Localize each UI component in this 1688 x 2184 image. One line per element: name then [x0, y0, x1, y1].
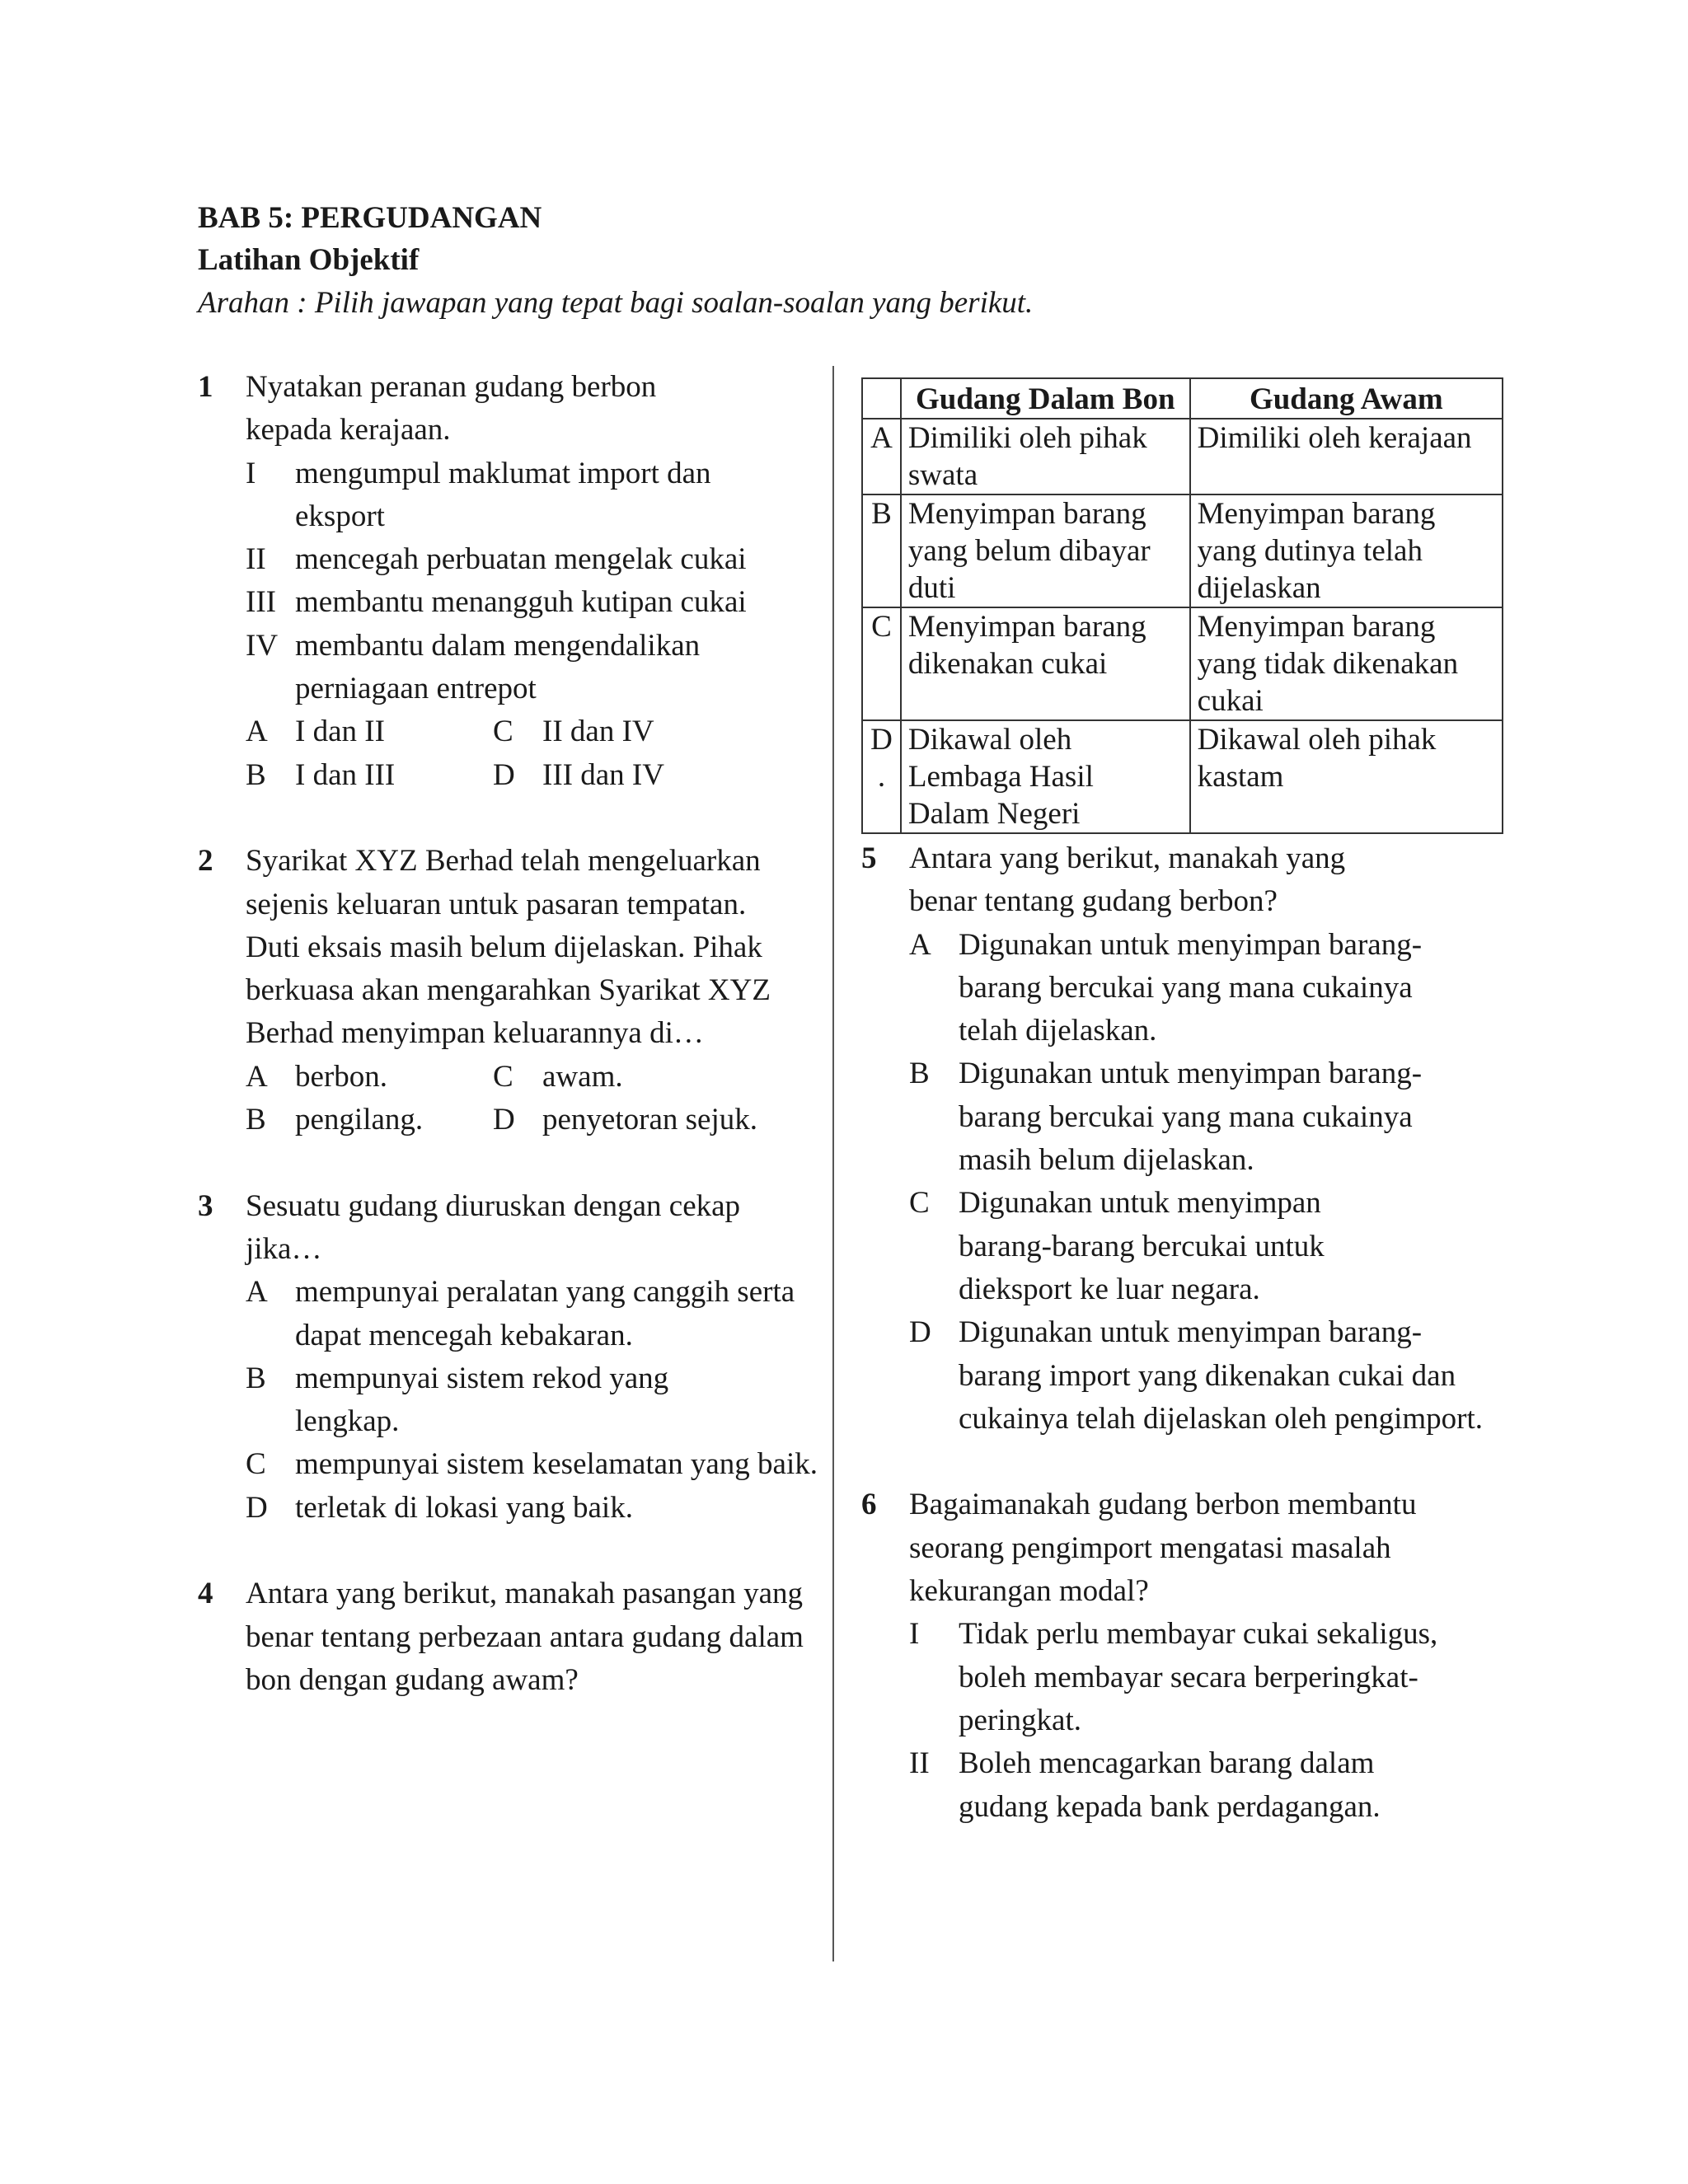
row-label: D . [862, 720, 901, 833]
column-divider [832, 366, 834, 1961]
statement-text: Tidak perlu membayar cukai sekaligus, boleh membayar secara berperingkat-peringkat. [959, 1617, 1438, 1737]
option-text: III dan IV [542, 757, 664, 792]
option-text: I dan II [295, 715, 385, 749]
question-text: Nyatakan peranan gudang berbon kepada kerajaan. [246, 370, 657, 448]
option-text: mempunyai sistem keselamatan yang baik. [295, 1447, 818, 1482]
question-4 [198, 1572, 808, 1702]
statement-text: Boleh mencagarkan barang dalam gudang kepada bank perdagangan. [959, 1746, 1381, 1824]
table-cell: Menyimpan barang yang belum dibayar duti [901, 494, 1190, 607]
option-label: C [246, 1447, 266, 1482]
table-row[interactable] [862, 419, 1503, 494]
question-text: Syarikat XYZ Berhad telah mengeluarkan sejenis keluaran untuk pasaran tempatan. Duti eksais masih belum dijelaskan. Pihak berkuasa akan mengarahkan Syarikat XYZ Berhad menyimpan keluarannya di… [246, 844, 771, 1051]
option-label: B [246, 757, 266, 792]
comparison-table [861, 377, 1503, 834]
option-label: A [246, 715, 268, 749]
answer-option[interactable] [246, 754, 493, 797]
table-row[interactable] [862, 720, 1503, 833]
statement-text: mengumpul maklumat import dan eksport [295, 456, 711, 533]
row-label: C [862, 607, 901, 720]
table-cell: Dimiliki oleh kerajaan [1190, 419, 1503, 494]
answer-options [246, 1056, 808, 1142]
answer-option[interactable] [493, 1056, 839, 1099]
table-cell: Menyimpan barang yang tidak dikenakan cukai [1190, 607, 1503, 720]
option-text: Digunakan untuk menyimpan barang-barang import yang dikenakan cukai dan cukainya telah dijelaskan oleh pengimport. [959, 1315, 1483, 1436]
answer-option[interactable] [246, 1099, 493, 1141]
statement-text: mencegah perbuatan mengelak cukai [295, 542, 747, 577]
table-cell: Dimiliki oleh pihak swata [901, 419, 1190, 494]
question-text: Sesuatu gudang diuruskan dengan cekap jika… [246, 1188, 741, 1266]
answer-option[interactable] [493, 710, 839, 753]
column-header: Gudang Dalam Bon [901, 378, 1190, 419]
answer-option[interactable] [246, 1487, 808, 1530]
option-text: pengilang. [295, 1103, 424, 1137]
question-number: 4 [198, 1577, 213, 1611]
answer-option[interactable] [493, 754, 839, 797]
option-text: berbon. [295, 1059, 387, 1094]
question-number: 2 [198, 844, 213, 879]
option-label: A [909, 927, 931, 962]
answer-option[interactable] [246, 1443, 831, 1486]
question-3 [198, 1185, 818, 1530]
option-label: C [493, 715, 513, 749]
option-label: D [493, 757, 515, 792]
answer-option[interactable] [493, 1099, 839, 1141]
answer-options [246, 710, 808, 797]
statement-text: membantu menangguh kutipan cukai [295, 585, 747, 620]
statement-label: II [909, 1746, 930, 1781]
option-text: Digunakan untuk menyimpan barang-barang bercukai yang mana cukainya masih belum dijelaskan. [959, 1057, 1423, 1178]
statement-item [246, 538, 808, 581]
left-column [198, 366, 818, 1702]
answer-option[interactable] [909, 924, 1470, 1053]
answer-option[interactable] [909, 1311, 1486, 1441]
question-2 [198, 840, 808, 1141]
statement-label: III [246, 585, 276, 620]
option-text: mempunyai peralatan yang canggih serta dapat mencegah kebakaran. [295, 1275, 795, 1352]
table-row[interactable] [862, 494, 1503, 607]
question-text: Bagaimanakah gudang berbon membantu seorang pengimport mengatasi masalah kekurangan modal? [909, 1488, 1417, 1609]
option-text: Digunakan untuk menyimpan barang-barang bercukai yang mana cukainya telah dijelaskan. [959, 927, 1423, 1048]
table-corner-cell [862, 378, 901, 419]
table-header-row [862, 378, 1503, 419]
option-label: B [909, 1057, 930, 1091]
option-label: C [909, 1186, 930, 1221]
question-5 [861, 837, 1504, 1441]
question-number: 1 [198, 370, 213, 404]
column-header: Gudang Awam [1190, 378, 1503, 419]
option-text: mempunyai sistem rekod yang lengkap. [295, 1361, 669, 1439]
option-label: A [246, 1275, 268, 1310]
answer-option[interactable] [246, 1271, 806, 1357]
question-number: 3 [198, 1188, 213, 1223]
statement-label: I [246, 456, 256, 490]
statement-label: II [246, 542, 266, 577]
section-subtitle: Latihan Objektif [198, 243, 420, 277]
statement-text: membantu dalam mengendalikan perniagaan entrepot [295, 628, 701, 706]
question-6 [861, 1483, 1504, 1828]
row-label: A [862, 419, 901, 494]
option-text: awam. [542, 1059, 623, 1094]
row-label: B [862, 494, 901, 607]
answer-option[interactable] [246, 710, 493, 753]
question-text: Antara yang berikut, manakah pasangan yang benar tentang perbezaan antara gudang dalam bon dengan gudang awam? [246, 1577, 804, 1697]
option-label: C [493, 1059, 513, 1094]
chapter-title: BAB 5: PERGUDANGAN [198, 201, 542, 235]
answer-option[interactable] [909, 1182, 1420, 1311]
page-header [198, 198, 1517, 325]
table-row[interactable] [862, 607, 1503, 720]
statement-item [246, 581, 808, 624]
table-cell: Dikawal oleh pihak kastam [1190, 720, 1503, 833]
question-number: 6 [861, 1488, 877, 1522]
option-text: penyetoran sejuk. [542, 1103, 757, 1137]
statement-item [246, 625, 808, 711]
option-label: D [493, 1103, 515, 1137]
question-1 [198, 366, 808, 797]
statement-label: IV [246, 628, 279, 663]
instruction-text: Arahan : Pilih jawapan yang tepat bagi soalan-soalan yang berikut. [198, 286, 1034, 320]
table-cell: Menyimpan barang yang dutinya telah dijelaskan [1190, 494, 1503, 607]
answer-option[interactable] [909, 1052, 1470, 1182]
question-text: Antara yang berikut, manakah yang benar tentang gudang berbon? [909, 841, 1346, 919]
statement-label: I [909, 1617, 920, 1652]
table-cell: Dikawal oleh Lembaga Hasil Dalam Negeri [901, 720, 1190, 833]
option-text: I dan III [295, 757, 396, 792]
option-label: D [246, 1490, 268, 1525]
option-label: D [909, 1315, 931, 1350]
statement-item [909, 1613, 1470, 1742]
option-text: Digunakan untuk menyimpan barang-barang bercukai untuk dieksport ke luar negara. [959, 1186, 1325, 1306]
option-text: II dan IV [542, 715, 654, 749]
statement-item [909, 1742, 1470, 1829]
question-number: 5 [861, 841, 877, 875]
option-label: A [246, 1059, 268, 1094]
option-label: B [246, 1103, 266, 1137]
option-text: terletak di lokasi yang baik. [295, 1490, 633, 1525]
table-cell: Menyimpan barang dikenakan cukai [901, 607, 1190, 720]
answer-option[interactable] [246, 1056, 493, 1099]
right-column [861, 377, 1504, 1829]
answer-option[interactable] [246, 1357, 757, 1444]
option-label: B [246, 1361, 266, 1395]
statement-item [246, 452, 808, 539]
